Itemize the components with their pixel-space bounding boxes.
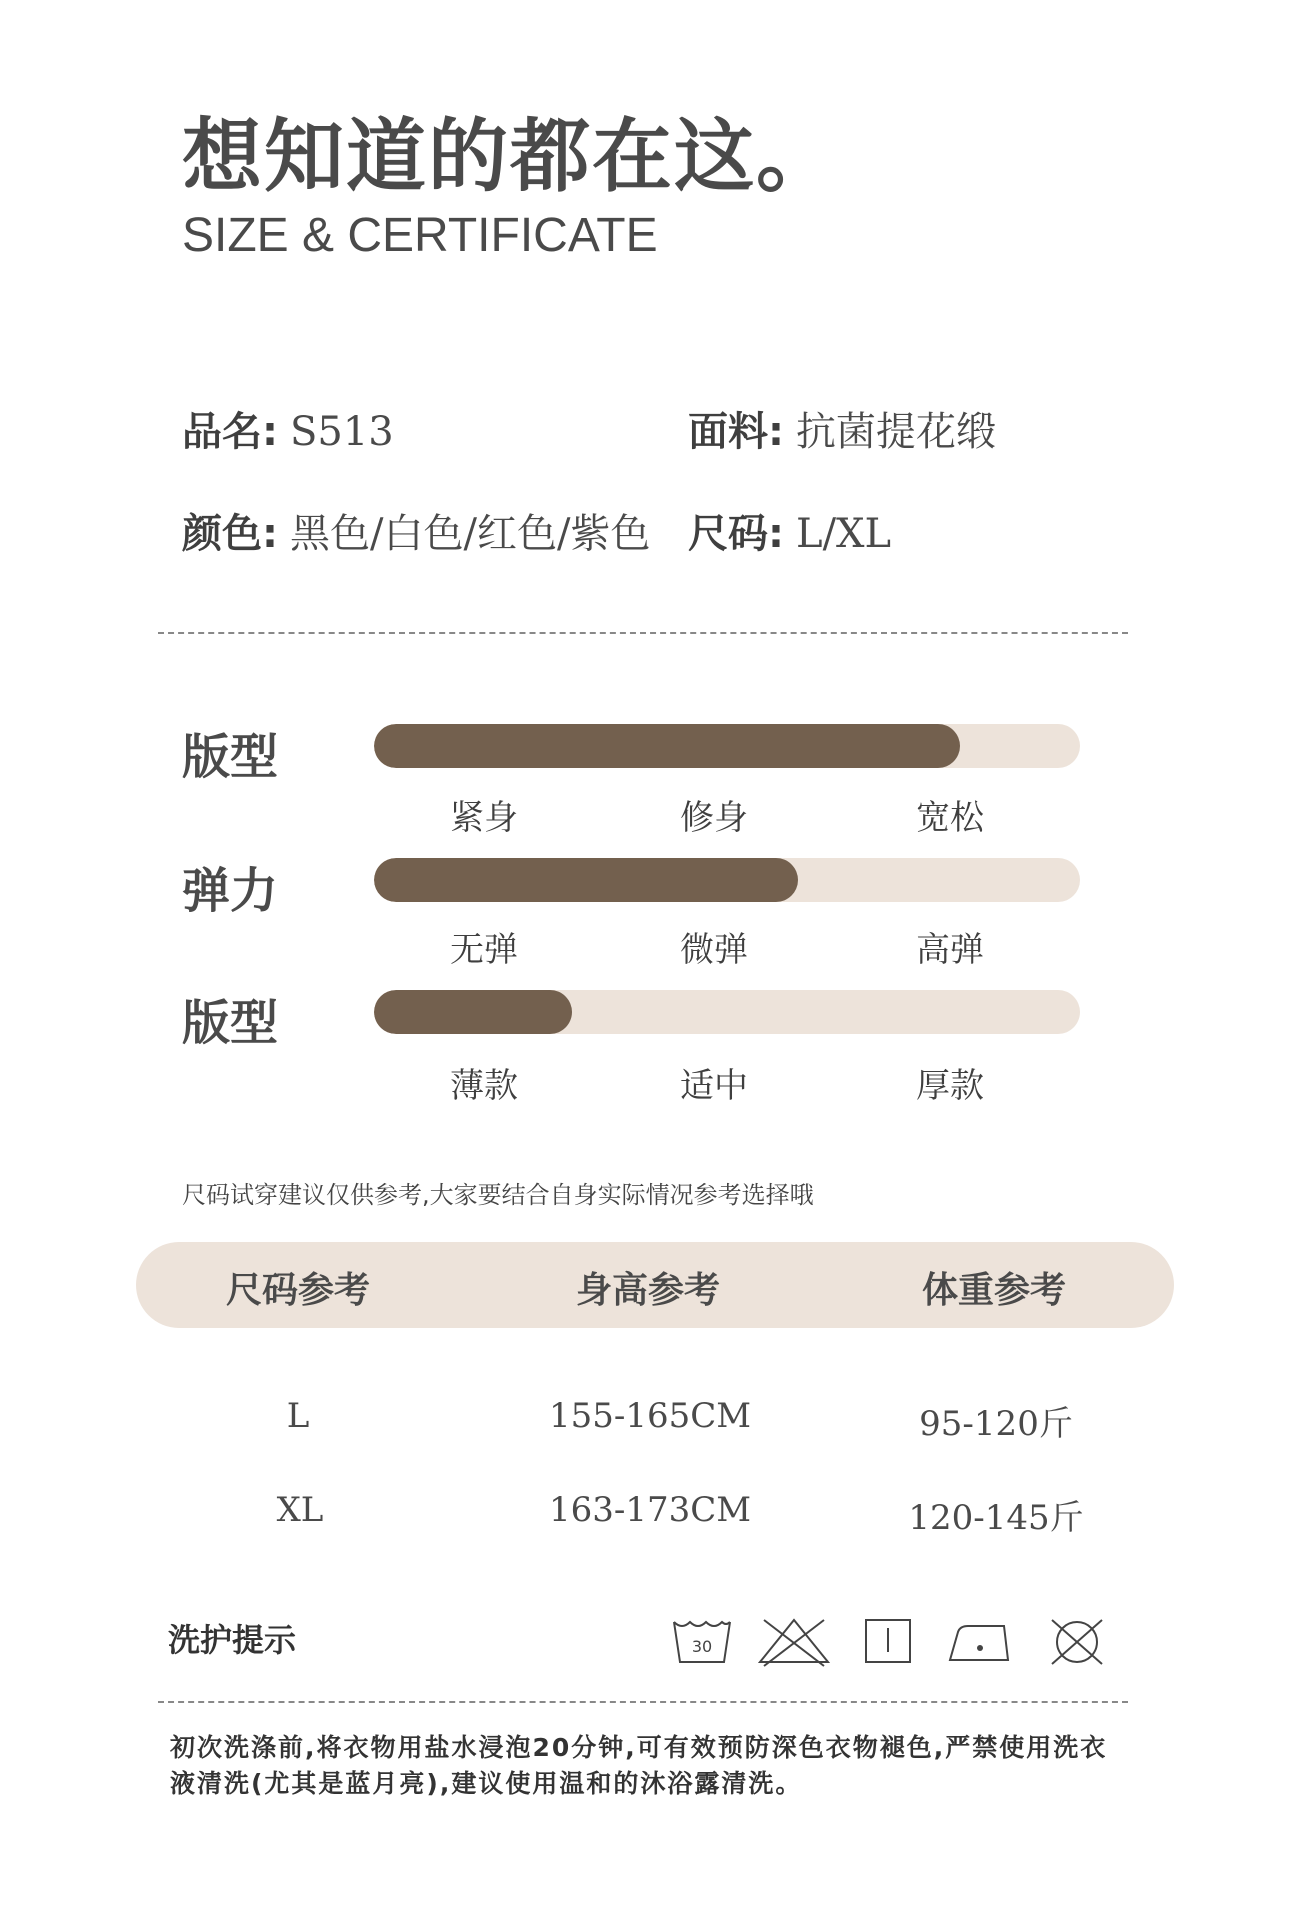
fit-bar-fill bbox=[374, 724, 960, 768]
table-cell-weight: 120-145斤 bbox=[908, 1498, 1084, 1538]
divider bbox=[158, 632, 1128, 634]
product-name-label: 品名: bbox=[182, 409, 278, 455]
product-name-value: S513 bbox=[290, 409, 394, 455]
thickness-scale-medium: 适中 bbox=[680, 1066, 748, 1106]
bar-label-elasticity: 弹力 bbox=[182, 863, 279, 919]
header-height: 身高参考 bbox=[575, 1270, 720, 1311]
hang-dry-icon bbox=[864, 1616, 912, 1666]
elasticity-bar-fill bbox=[374, 858, 798, 902]
thickness-bar-track bbox=[374, 990, 1080, 1034]
elasticity-scale-none: 无弹 bbox=[450, 930, 518, 970]
iron-low-icon bbox=[946, 1616, 1012, 1666]
size-row bbox=[688, 502, 891, 559]
page-subtitle: SIZE & CERTIFICATE bbox=[182, 209, 658, 262]
fabric-row bbox=[688, 400, 996, 457]
elasticity-bar-track bbox=[374, 858, 1080, 902]
elasticity-scale-slight: 微弹 bbox=[680, 930, 748, 970]
thickness-bar-fill bbox=[374, 990, 572, 1034]
table-cell-height: 155-165CM bbox=[548, 1396, 752, 1436]
fit-scale-slim: 修身 bbox=[680, 798, 748, 838]
table-cell-size: XL bbox=[276, 1490, 324, 1530]
color-value: 黑色/白色/红色/紫色 bbox=[290, 511, 651, 557]
no-bleach-icon bbox=[756, 1616, 832, 1668]
care-title: 洗护提示 bbox=[168, 1621, 297, 1659]
wash-30-icon bbox=[670, 1616, 734, 1672]
size-label: 尺码: bbox=[688, 511, 784, 557]
header-weight: 体重参考 bbox=[921, 1270, 1066, 1311]
fabric-value: 抗菌提花缎 bbox=[796, 409, 996, 455]
page-title: 想知道的都在这。 bbox=[182, 110, 838, 203]
product-name-row bbox=[182, 400, 394, 457]
no-dry-clean-icon bbox=[1048, 1616, 1106, 1668]
care-instructions: 初次洗涤前,将衣物用盐水浸泡20分钟,可有效预防深色衣物褪色,严禁使用洗衣液清洗(尤其是蓝月亮),建议使用温和的沐浴露清洗。 bbox=[170, 1733, 1108, 1798]
bar-label-thickness: 版型 bbox=[182, 995, 279, 1051]
table-cell-weight: 95-120斤 bbox=[919, 1404, 1073, 1444]
size-note: 尺码试穿建议仅供参考,大家要结合自身实际情况参考选择哦 bbox=[182, 1181, 814, 1209]
care-divider bbox=[158, 1701, 1128, 1703]
fit-bar-track bbox=[374, 724, 1080, 768]
thickness-scale-thin: 薄款 bbox=[450, 1066, 518, 1106]
header-size: 尺码参考 bbox=[225, 1270, 370, 1311]
fit-scale-tight: 紧身 bbox=[450, 798, 518, 838]
fabric-label: 面料: bbox=[688, 409, 784, 455]
elasticity-scale-high: 高弹 bbox=[916, 930, 984, 970]
wash-temp-label: 30 bbox=[691, 1637, 713, 1656]
bar-label-fit: 版型 bbox=[182, 729, 279, 785]
color-label: 颜色: bbox=[182, 511, 278, 557]
thickness-scale-thick: 厚款 bbox=[916, 1066, 984, 1106]
table-cell-size: L bbox=[286, 1396, 310, 1436]
color-row bbox=[182, 502, 650, 559]
size-value: L/XL bbox=[796, 511, 892, 557]
fit-scale-loose: 宽松 bbox=[916, 798, 984, 838]
table-cell-height: 163-173CM bbox=[548, 1490, 752, 1530]
